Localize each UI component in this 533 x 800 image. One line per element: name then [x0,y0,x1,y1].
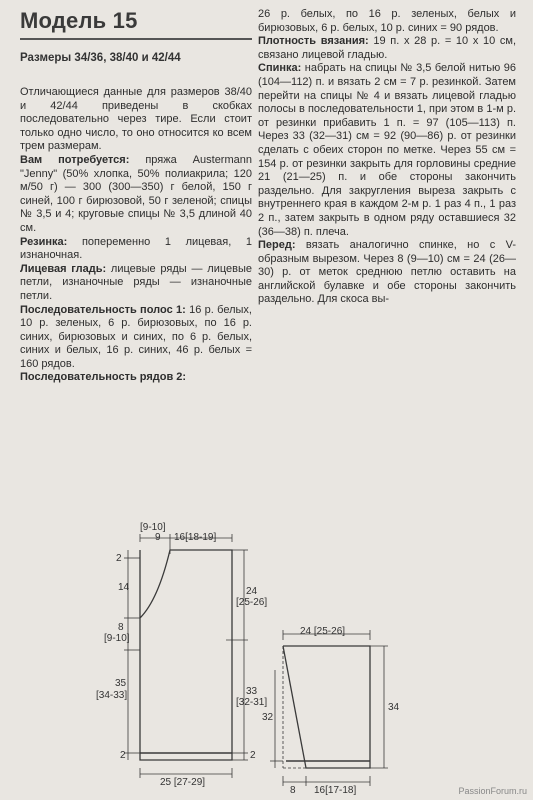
diagram-lines [0,510,533,800]
dim-left-35: 35 [115,678,127,689]
rib-paragraph [20,236,252,263]
dim-right-25-26: [25-26] [236,597,268,608]
watermark: PassionForum.ru [458,786,527,796]
dim-left-34-33: [34-33] [96,690,128,701]
front-paragraph [258,239,516,307]
dim-left-2: 2 [116,553,122,564]
stockinette-paragraph [20,263,252,304]
gauge-paragraph [258,35,516,62]
front-text: вязать аналогично спинке, но с V-образным вырезом. Через 8 (9—10) см = 24 (26—30) р. от меток среднюю петлю оставить на английской булавке и обе стороны закончить раздельно. Для скоса вы- [258,239,516,306]
sleeve-dim-8: 8 [290,785,296,796]
gauge-label: Плотность вязания: [258,35,369,48]
sleeve-dim-bottom: 16[17-18] [314,785,357,796]
stripes1-paragraph [20,304,252,372]
stripes1-label: Последовательность полос 1: [20,303,186,316]
dim-left-2b: 2 [120,750,126,761]
dim-left-8: 8 [118,622,124,633]
materials-text: пряжа Austermann "Jenny" (50% хлопка, 50% полиакрила; 120 м/50 г) — 300 (300—350) г белой, 150 г синей, 100 г бирюзовой, 50 г зеленой; спицы № 3,5 и 4; круговые спицы № 3,5 длиной 40 см. [20,153,252,234]
stripes2-continuation: 26 р. белых, по 16 р. зеленых, белых и бирюзовых, 6 р. белых, 10 р. синих = 90 рядов. [258,8,516,34]
stripes2-label: Последовательность рядов 2: [20,371,187,384]
dim-bottom: 25 [27-29] [160,777,206,788]
dim-top-left: [9-10] [140,522,166,533]
stockinette-label: Лицевая гладь: [20,262,107,275]
rib-label: Резинка: [20,235,68,248]
stripes2-paragraph [20,371,252,385]
body-outline [140,550,232,760]
dim-top-9: 9 [155,532,161,543]
stockinette-text: лицевые ряды — лицевые петли, изнаночные ряды — изнаночные петли. [20,262,253,302]
sleeve-dim-top: 24 [25-26] [300,626,346,637]
back-text: набрать на спицы № 3,5 белой нитью 96 (104—112) п. и вязать 2 см = 7 р. резинкой. Затем перейти на спицы № 4 и вязать лицевой гладью полосы в последовательности 1, при этом в 1-м р. от резинки прибавить 1 п. = 97 (105—113) п. Через 33 (32—31) см = 92 (90—86) р. от резинки сделать с обеих сторон по метке. Через 55 см = 154 р. от резинки закрыть для горловины средние 21 (21—25) п. и обе стороны закончить раздельно. Для закругления выреза закрыть с внутреннего края в каждом 2-м р. 1 раз 4 п., 1 раз 2 п., затем закрыть в одном ряду оставшиеся 32 (36—38) п. плеча. [258,62,516,238]
pattern-diagram [0,510,533,800]
dim-right-2: 2 [250,750,256,761]
dim-top-16: 16[18-19] [174,532,217,543]
back-label: Спинка: [258,62,302,75]
right-column [258,8,516,307]
dim-left-9-10: [9-10] [104,633,130,644]
front-label: Перед: [258,239,296,252]
gauge-text: 19 п. x 28 р. = 10 x 10 см, связано лицевой гладью. [258,35,517,61]
dim-right-32-31: [32-31] [236,697,268,708]
sleeve-outline [283,646,370,768]
stripes1-text: 16 р. белых, 10 р. зеленых, 6 р. бирюзовых, по 16 р. синих, бирюзовых и синих, по 6 р. белых, синих и белых, 16 р. синих, 46 р. белых = 160 рядов. [20,303,252,370]
sleeve-dim-32: 32 [262,712,274,723]
dim-right-33: 33 [246,686,258,697]
left-column [20,8,252,385]
back-paragraph [258,62,516,239]
materials-paragraph [20,154,252,236]
materials-label: Вам потребуется: [20,153,130,166]
intro-paragraph: Отличающиеся данные для размеров 38/40 и 42/44 приведены в скобках последовательно через тире. Если стоит только одно число, то оно относится ко всем трем размерам. [20,86,252,153]
sizes-heading: Размеры 34/36, 38/40 и 42/44 [20,52,181,64]
rib-text: попеременно 1 лицевая, 1 изнаночная. [20,235,252,262]
dim-right-24: 24 [246,586,258,597]
page-title: Модель 15 [20,8,252,40]
sleeve-dim-34: 34 [388,702,400,713]
dim-left-14: 14 [118,582,130,593]
